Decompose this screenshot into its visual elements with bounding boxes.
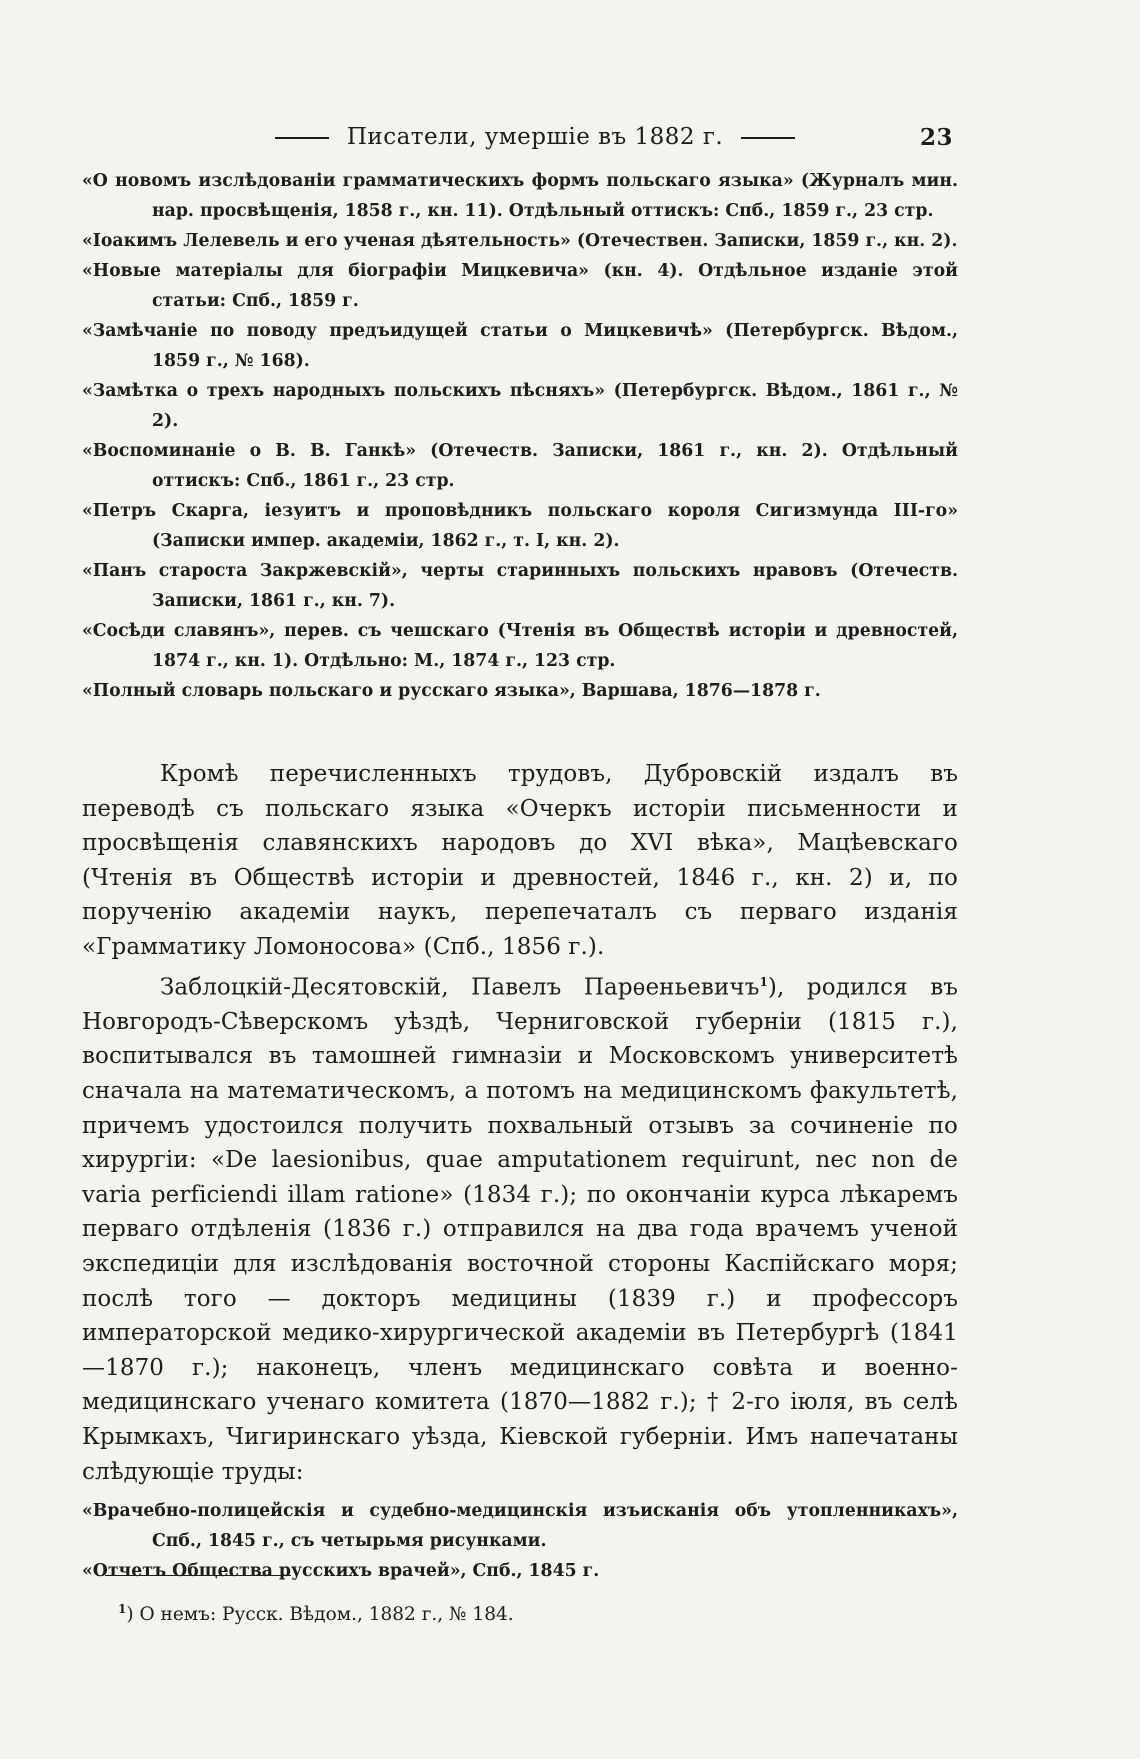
header-dash-left	[275, 137, 329, 139]
footnote-mark: 1	[118, 1602, 127, 1616]
bibliography-list-top	[82, 166, 958, 706]
header-title: Писатели, умершіе въ 1882 г.	[346, 124, 724, 150]
biography-text: ), родился въ Новгородъ-Сѣверскомъ уѣздѣ, Черниговской губерніи (1815 г.), воспитывался въ тамошней гимназіи и Московскомъ университетѣ сначала на математическомъ, а потомъ на медицинскомъ факультетѣ, причемъ удостоился получить похвальный отзывъ за сочиненіе по хирургіи: «De laesionibus, quae amputationem requirunt, nec non de varia perficiendi illam ratione» (1834 г.); по окончаніи курса лѣкаремъ перваго отдѣленія (1836 г.) отправился на два года врачемъ ученой экспедиціи для изслѣдованія восточной стороны Каспійскаго моря; послѣ того — докторъ медицины (1839 г.) и профессоръ императорской медико-хирургической академіи въ Петербургѣ (1841—1870 г.); наконецъ, членъ медицинскаго совѣта и военно-медицинскаго ученаго комитета (1870—1882 г.); † 2-го іюля, въ селѣ Крымкахъ, Чигиринскаго уѣзда, Кіевской губерніи. Имъ напечатаны слѣдующіе труды:	[82, 974, 959, 1485]
bibliography-entry: «Врачебно-полицейскія и судебно-медицинскія изъисканія объ утопленникахъ», Спб., 1845 г., съ четырьмя рисунками.	[82, 1501, 958, 1551]
footnote	[118, 1596, 818, 1628]
bibliography-entry: «Петръ Скарга, іезуитъ и проповѣдникъ польскаго короля Сигизмунда III-го» (Записки импер. академіи, 1862 г., т. I, кн. 2).	[82, 501, 958, 551]
bibliography-entry: «Отчетъ Общества русскихъ врачей», Спб., 1845 г.	[82, 1561, 600, 1581]
bibliography-entry: «Замѣтка о трехъ народныхъ польскихъ пѣсняхъ» (Петербургск. Вѣдом., 1861 г., № 2).	[82, 381, 958, 431]
bibliography-entry: «Воспоминаніе о В. В. Ганкѣ» (Отечеств. Записки, 1861 г., кн. 2). Отдѣльный оттискъ: Спб., 1861 г., 23 стр.	[82, 441, 958, 491]
bibliography-entry: «О новомъ изслѣдованіи грамматическихъ формъ польскаго языка» (Журналъ мин. нар. просвѣщенія, 1858 г., кн. 11). Отдѣльный оттискъ: Спб., 1859 г., 23 стр.	[82, 171, 958, 221]
biography-name: Заблоцкій-Десятовскій, Павелъ Парѳеньевичъ	[160, 974, 760, 1001]
bibliography-entry: «Замѣчаніе по поводу предъидущей статьи о Мицкевичѣ» (Петербургск. Вѣдом., 1859 г., № 168).	[82, 321, 958, 371]
bibliography-list-bottom	[82, 1496, 958, 1586]
running-header	[265, 124, 965, 158]
footnote-divider	[105, 1575, 291, 1576]
bibliography-entry: «Панъ староста Закржевскій», черты старинныхъ польскихъ нравовъ (Отечеств. Записки, 1861 г., кн. 7).	[82, 561, 958, 611]
body-text	[82, 757, 958, 1489]
bibliography-entry: «Новые матеріалы для біографіи Мицкевича» (кн. 4). Отдѣльное изданіе этой статьи: Спб., 1859 г.	[82, 261, 958, 311]
paragraph-translations: Кромѣ перечисленныхъ трудовъ, Дубровскій издалъ въ переводѣ съ польскаго языка «Очеркъ исторіи письменности и просвѣщенія славянскихъ народовъ до XVI вѣка», Мацѣевскаго (Чтенія въ Обществѣ исторіи и древностей, 1846 г., кн. 2) и, по порученію академіи наукъ, перепечаталъ съ перваго изданія «Грамматику Ломоносова» (Спб., 1856 г.).	[82, 761, 958, 960]
page-number: 23	[919, 124, 953, 151]
footnote-text: ) О немъ: Русск. Вѣдом., 1882 г., № 184.	[126, 1604, 514, 1626]
bibliography-entry: «Сосѣди славянъ», перев. съ чешскаго (Чтенія въ Обществѣ исторіи и древностей, 1874 г., кн. 1). Отдѣльно: М., 1874 г., 123 стр.	[82, 621, 958, 671]
paragraph-biography	[82, 965, 958, 1490]
header-dash-right	[741, 137, 795, 139]
footnote-reference: 1	[759, 974, 768, 989]
bibliography-entry: «Іоакимъ Лелевель и его ученая дѣятельность» (Отечествен. Записки, 1859 г., кн. 2).	[82, 231, 958, 251]
bibliography-entry: «Полный словарь польскаго и русскаго языка», Варшава, 1876—1878 г.	[82, 681, 821, 701]
